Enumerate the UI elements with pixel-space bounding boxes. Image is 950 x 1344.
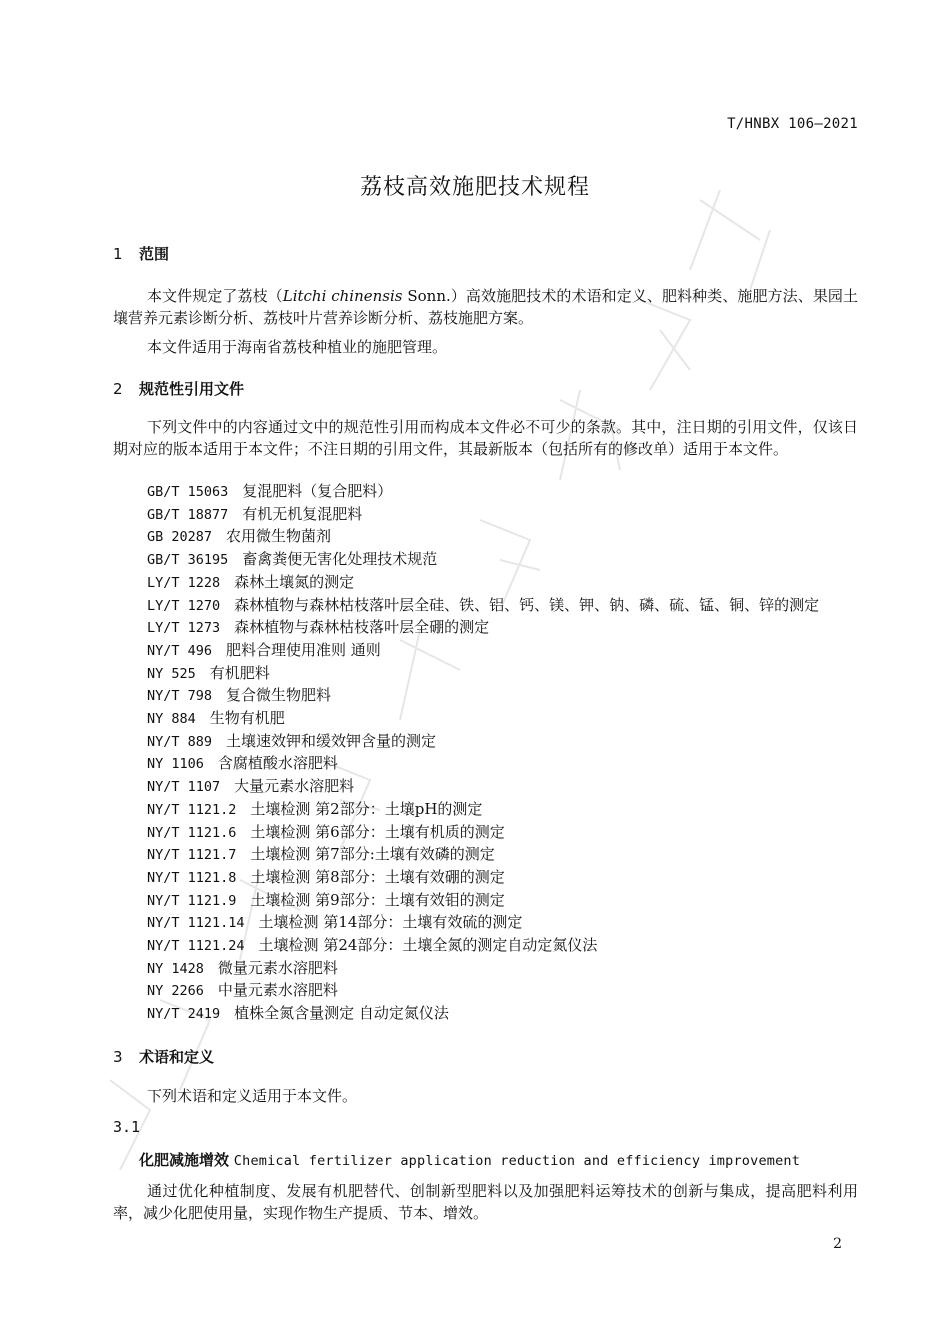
reference-code: NY 525 — [147, 665, 196, 682]
terms-intro: 下列术语和定义适用于本文件。 — [147, 1087, 358, 1105]
reference-code: NY 884 — [147, 711, 196, 728]
section-number: 3 — [113, 1048, 123, 1066]
reference-code: GB 20287 — [147, 529, 213, 546]
reference-title: 微量元素水溶肥料 — [217, 958, 338, 977]
reference-title: 有机无机复混肥料 — [242, 504, 363, 523]
term-number: 3.1 — [113, 1118, 141, 1136]
reference-title: 土壤检测 第2部分：土壤pH的测定 — [250, 799, 483, 818]
section-2-heading — [113, 378, 244, 399]
scope-text-post: Sonn.）高效施肥技术的术语和定义、肥料种类、施肥方法、果园土壤营养元素诊断分析、荔枝叶片营养诊断分析、荔枝施肥方案。 — [113, 287, 858, 327]
reference-title: 有机肥料 — [209, 663, 270, 682]
reference-code: NY/T 496 — [147, 642, 213, 659]
term-definition: 通过优化种植制度、发展有机肥替代、创制新型肥料以及加强肥料运筹技术的创新与集成，提高肥料利用率，减少化肥使用量，实现作物生产提质、节本、增效。 — [113, 1182, 858, 1222]
section-number: 2 — [113, 380, 123, 398]
reference-code: NY/T 1121.2 — [147, 801, 237, 818]
reference-code: NY/T 1121.6 — [147, 824, 237, 841]
reference-code: NY 1428 — [147, 960, 204, 977]
reference-code: GB/T 18877 — [147, 506, 229, 523]
latin-name: Litchi chinensis — [282, 287, 403, 305]
reference-code: NY/T 889 — [147, 733, 213, 750]
reference-title: 复混肥料（复合肥料） — [242, 482, 393, 500]
reference-title: 土壤检测 第24部分：土壤全氮的测定自动定氮仪法 — [258, 936, 598, 955]
reference-item — [113, 663, 858, 686]
reference-code: NY/T 798 — [147, 688, 213, 705]
reference-code: NY/T 1121.8 — [147, 869, 237, 886]
reference-list — [113, 481, 858, 1026]
reference-item — [113, 867, 858, 890]
reference-title: 森林土壤氮的测定 — [234, 572, 355, 591]
reference-item — [113, 731, 858, 754]
reference-item — [113, 753, 858, 776]
section-1-heading — [113, 243, 169, 264]
reference-item — [113, 572, 858, 595]
reference-title: 畜禽粪便无害化处理技术规范 — [242, 550, 438, 569]
reference-title: 土壤检测 第8部分：土壤有效硼的测定 — [250, 867, 505, 886]
reference-item — [113, 958, 858, 981]
reference-item — [113, 595, 858, 618]
reference-title: 中量元素水溶肥料 — [217, 981, 338, 1000]
reference-title: 土壤检测 第7部分:土壤有效磷的测定 — [250, 845, 495, 864]
reference-title: 生物有机肥 — [209, 709, 285, 728]
reference-title: 肥料合理使用准则 通则 — [226, 640, 381, 659]
reference-title: 森林植物与森林枯枝落叶层全硅、铁、铝、钙、镁、钾、钠、磷、硫、锰、铜、锌的测定 — [234, 595, 820, 614]
reference-item — [113, 1003, 858, 1026]
reference-code: LY/T 1270 — [147, 597, 221, 614]
reference-item — [113, 549, 858, 572]
section-title: 范围 — [139, 245, 170, 263]
reference-item — [113, 526, 858, 549]
term-chinese: 化肥减施增效 — [139, 1151, 230, 1169]
reference-title: 农用微生物菌剂 — [226, 527, 332, 546]
reference-item — [113, 504, 858, 527]
scope-text-pre: 本文件规定了荔枝（ — [147, 287, 283, 305]
term-heading — [139, 1149, 800, 1170]
reference-code: NY/T 1121.9 — [147, 892, 237, 909]
reference-title: 土壤速效钾和缓效钾含量的测定 — [226, 731, 437, 750]
reference-code: NY 1106 — [147, 756, 204, 773]
reference-title: 森林植物与森林枯枝落叶层全硼的测定 — [234, 618, 490, 637]
scope-paragraph-1 — [113, 285, 858, 329]
reference-code: NY/T 2419 — [147, 1006, 221, 1023]
section-title: 规范性引用文件 — [139, 380, 245, 398]
reference-code: LY/T 1228 — [147, 574, 221, 591]
reference-title: 植株全氮含量测定 自动定氮仪法 — [234, 1004, 449, 1023]
reference-code: GB/T 36195 — [147, 552, 229, 569]
reference-code: NY/T 1121.24 — [147, 938, 245, 955]
reference-item — [113, 935, 858, 958]
reference-item — [113, 776, 858, 799]
reference-item — [113, 980, 858, 1003]
term-english: Chemical fertilizer application reduction and efficiency improvement — [233, 1153, 801, 1169]
section-number: 1 — [113, 245, 123, 263]
reference-item — [113, 822, 858, 845]
page-number: 2 — [833, 1236, 842, 1252]
reference-item — [113, 708, 858, 731]
reference-item — [113, 844, 858, 867]
scope-paragraph-2: 本文件适用于海南省荔枝种植业的施肥管理。 — [147, 338, 448, 356]
document-title: 荔枝高效施肥技术规程 — [359, 175, 590, 200]
reference-code: NY/T 1121.14 — [147, 915, 245, 932]
standard-code: T/HNBX 106—2021 — [727, 116, 858, 132]
reference-item — [113, 481, 858, 504]
reference-code: NY/T 1107 — [147, 779, 221, 796]
reference-title: 含腐植酸水溶肥料 — [217, 754, 338, 773]
normative-intro: 下列文件中的内容通过文中的规范性引用而构成本文件必不可少的条款。其中，注日期的引用文件，仅该日期对应的版本适用于本文件；不注日期的引用文件，其最新版本（包括所有的修改单）适用于本文件。 — [113, 418, 858, 458]
reference-title: 大量元素水溶肥料 — [234, 777, 355, 796]
reference-item — [113, 617, 858, 640]
reference-code: NY/T 1121.7 — [147, 847, 237, 864]
section-title: 术语和定义 — [139, 1048, 215, 1066]
reference-item — [113, 685, 858, 708]
reference-code: NY 2266 — [147, 983, 204, 1000]
section-3-heading — [113, 1046, 214, 1067]
reference-code: LY/T 1273 — [147, 620, 221, 637]
reference-title: 复合微生物肥料 — [226, 686, 332, 705]
reference-item — [113, 640, 858, 663]
reference-item — [113, 799, 858, 822]
reference-item — [113, 890, 858, 913]
reference-title: 土壤检测 第14部分：土壤有效硫的测定 — [258, 913, 523, 932]
reference-title: 土壤检测 第6部分：土壤有机质的测定 — [250, 822, 505, 841]
reference-item — [113, 912, 858, 935]
reference-code: GB/T 15063 — [147, 484, 229, 500]
reference-title: 土壤检测 第9部分：土壤有效钼的测定 — [250, 890, 505, 909]
